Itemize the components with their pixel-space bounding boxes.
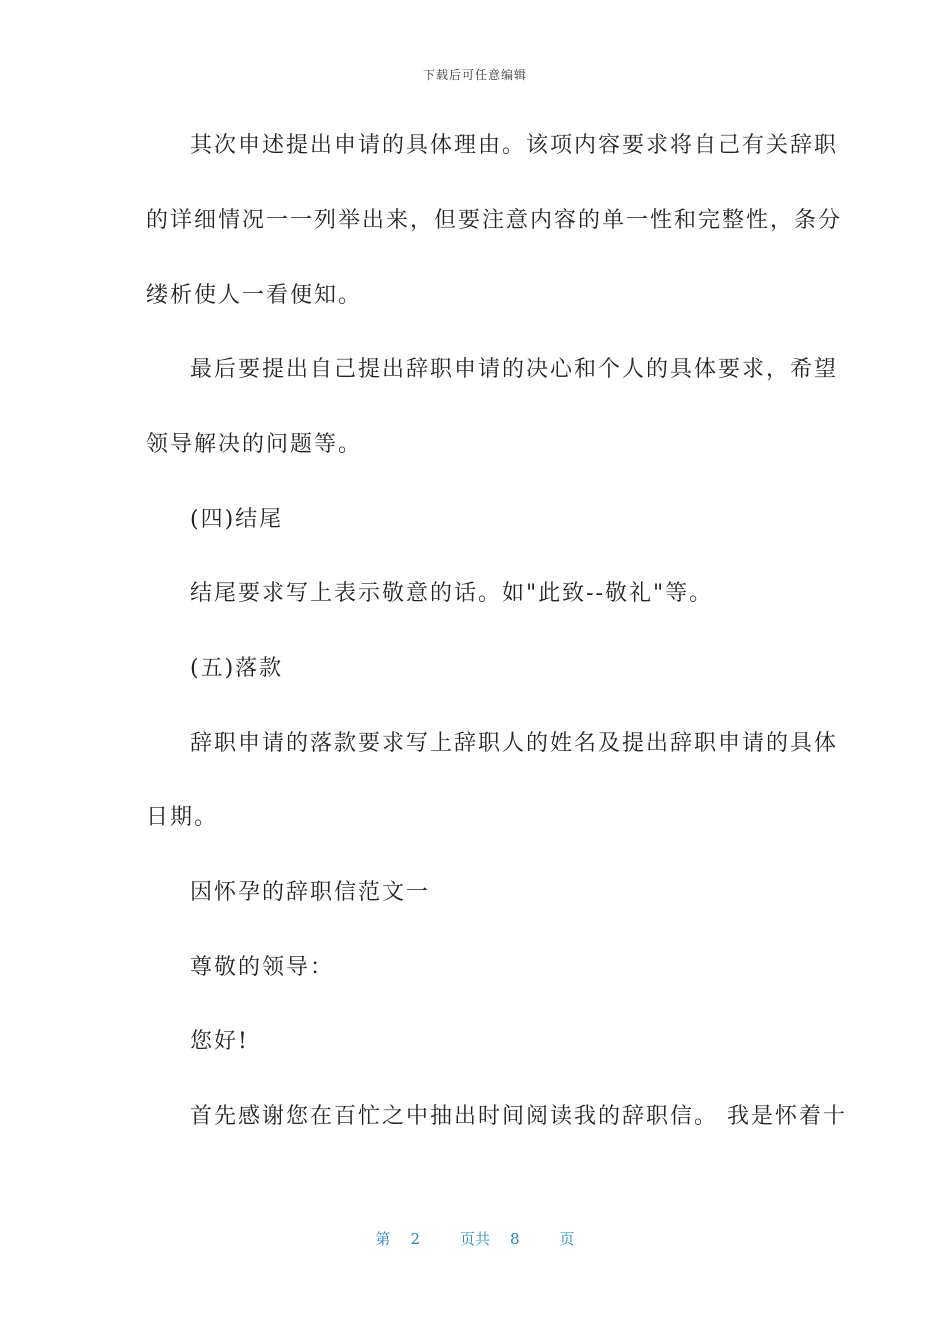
salutation: 尊敬的领导： [190,955,335,980]
section-heading-signature: (五)落款 [190,656,284,681]
footer-prefix: 第 [375,1230,391,1248]
body-line-1: 其次申述提出申请的具体理由。该项内容要求将自己有关辞职 [190,133,839,158]
body-line-14: 首先感谢您在百忙之中抽出时间阅读我的辞职信。 我是怀着十 [190,1104,847,1129]
page-header: 下载后可任意编辑 [422,68,527,82]
page-footer [0,1228,950,1249]
section-heading-ending: (四)结尾 [190,507,284,532]
greeting: 您好! [190,1029,249,1054]
footer-current-page: 2 [410,1230,420,1248]
body-line-9: 辞职申请的落款要求写上辞职人的姓名及提出辞职申请的具体 [190,731,839,756]
body-line-3: 缕析使人一看便知。 [146,283,363,308]
body-line-7: 结尾要求写上表示敬意的话。如"此致--敬礼"等。 [190,581,714,606]
footer-middle: 页共 [459,1230,490,1248]
body-line-5: 领导解决的问题等。 [146,432,363,457]
body-line-2: 的详细情况一一列举出来，但要注意内容的单一性和完整性，条分 [146,208,843,233]
body-line-10: 日期。 [146,805,219,830]
footer-total-pages: 8 [510,1230,520,1248]
body-line-4: 最后要提出自己提出辞职申请的决心和个人的具体要求，希望 [190,357,839,382]
sample-title: 因怀孕的辞职信范文一 [190,880,431,905]
footer-suffix: 页 [559,1230,575,1248]
